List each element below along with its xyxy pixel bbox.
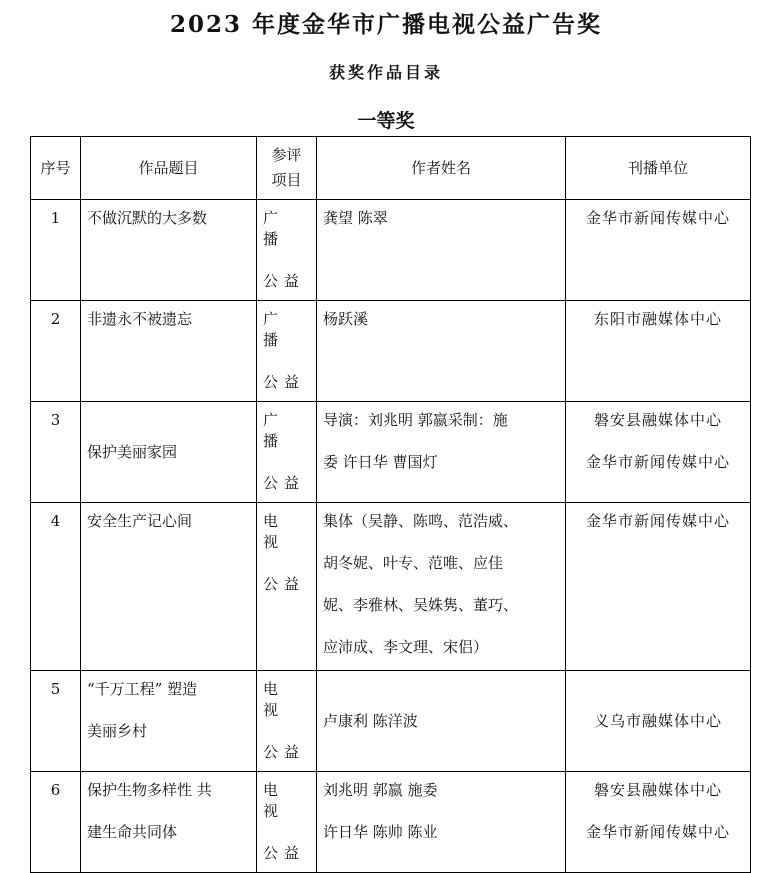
cell-text-line: 安全生产记心间 (87, 512, 193, 530)
cell-work-title (81, 301, 257, 402)
header-category (257, 137, 317, 200)
cell-text-line: 义乌市融媒体中心 (593, 711, 722, 730)
cell-text-line: 委 许日华 曹国灯 (323, 453, 438, 471)
cell-text-line: 公益 (263, 575, 306, 593)
cell-text-line: 公益 (263, 743, 306, 761)
cell-text-line: 东阳市融媒体中心 (593, 310, 722, 328)
header-category-line: 项目 (271, 171, 302, 189)
cell-text-line: 刘兆明 郭嬴 施委 (323, 781, 438, 799)
table-header-row (31, 137, 751, 200)
cell-text-line: 美丽乡村 (87, 722, 148, 740)
cell-text-line: 应沛成、李文理、宋侣） (323, 638, 489, 656)
cell-text-line: 金华市新闻传媒中心 (585, 512, 730, 530)
cell-text-line: 金华市新闻传媒中心 (585, 823, 730, 841)
cell-authors (317, 671, 566, 772)
cell-authors (317, 402, 566, 503)
cell-authors (317, 301, 566, 402)
cell-seq: 6 (31, 772, 81, 873)
cell-text-line: 磐安县融媒体中心 (593, 781, 722, 799)
cell-unit (566, 503, 751, 671)
cell-work-title (81, 772, 257, 873)
cell-category (257, 402, 317, 503)
table-row (31, 402, 751, 503)
cell-text-line: 不做沉默的大多数 (87, 209, 208, 227)
cell-category (257, 200, 317, 301)
cell-text-line: “千万工程” 塑造 (87, 680, 198, 698)
cell-text-line: 公益 (263, 844, 306, 862)
cell-category (257, 671, 317, 772)
header-seq: 序号 (31, 137, 81, 200)
cell-text-line: 集体（吴静、陈鸣、范浩威、 (323, 512, 519, 530)
cell-seq: 4 (31, 503, 81, 671)
cell-seq: 3 (31, 402, 81, 503)
header-unit: 刊播单位 (566, 137, 751, 200)
cell-text-line: 公益 (263, 474, 306, 492)
cell-work-title (81, 503, 257, 671)
cell-text-line: 建生命共同体 (87, 823, 178, 841)
cell-text-line: 胡冬妮、叶专、范唯、应佳 (323, 554, 504, 572)
cell-text-line: 磐安县融媒体中心 (593, 411, 722, 429)
table-row (31, 671, 751, 772)
cell-text-line: 金华市新闻传媒中心 (585, 453, 730, 471)
cell-text-line: 保护美丽家园 (87, 442, 178, 461)
document-title: 2023 年度金华市广播电视公益广告奖 (169, 11, 603, 38)
cell-category (257, 503, 317, 671)
cell-text-line: 金华市新闻传媒中心 (585, 209, 730, 227)
cell-work-title (81, 200, 257, 301)
cell-unit (566, 200, 751, 301)
awards-table (30, 136, 751, 873)
cell-seq: 2 (31, 301, 81, 402)
cell-category (257, 301, 317, 402)
cell-unit (566, 402, 751, 503)
header-work-title: 作品题目 (81, 137, 257, 200)
cell-text-line: 许日华 陈帅 陈业 (323, 823, 438, 841)
cell-text-line: 杨跃溪 (323, 310, 369, 328)
table-row (31, 200, 751, 301)
cell-text-line: 广 播 (263, 209, 285, 248)
cell-work-title (81, 671, 257, 772)
cell-text-line: 龚望 陈翠 (323, 209, 388, 227)
cell-text-line: 卢康利 陈洋波 (323, 711, 418, 730)
cell-text-line: 保护生物多样性 共 (87, 781, 212, 799)
cell-text-line: 电 视 (263, 781, 285, 820)
table-row (31, 503, 751, 671)
cell-work-title (81, 402, 257, 503)
cell-text-line: 电 视 (263, 680, 285, 719)
cell-text-line: 公益 (263, 272, 306, 290)
cell-text-line: 导演：刘兆明 郭嬴采制：施 (323, 411, 508, 429)
section-heading-first-prize: 一等奖 (357, 110, 415, 132)
cell-unit (566, 671, 751, 772)
cell-authors (317, 503, 566, 671)
cell-text-line: 公益 (263, 373, 306, 391)
header-authors: 作者姓名 (317, 137, 566, 200)
cell-seq: 1 (31, 200, 81, 301)
cell-text-line: 妮、李雅林、吴姝隽、董巧、 (323, 596, 519, 614)
table-row (31, 772, 751, 873)
cell-unit (566, 772, 751, 873)
table-row (31, 301, 751, 402)
cell-text-line: 广 播 (263, 411, 285, 450)
cell-text-line: 广 播 (263, 310, 285, 349)
cell-authors (317, 772, 566, 873)
cell-category (257, 772, 317, 873)
cell-unit (566, 301, 751, 402)
cell-seq: 5 (31, 671, 81, 772)
cell-authors (317, 200, 566, 301)
header-category-line: 参评 (271, 146, 302, 164)
document-subtitle: 获奖作品目录 (328, 63, 443, 82)
cell-text-line: 电 视 (263, 512, 285, 551)
cell-text-line: 非遗永不被遗忘 (87, 310, 193, 328)
